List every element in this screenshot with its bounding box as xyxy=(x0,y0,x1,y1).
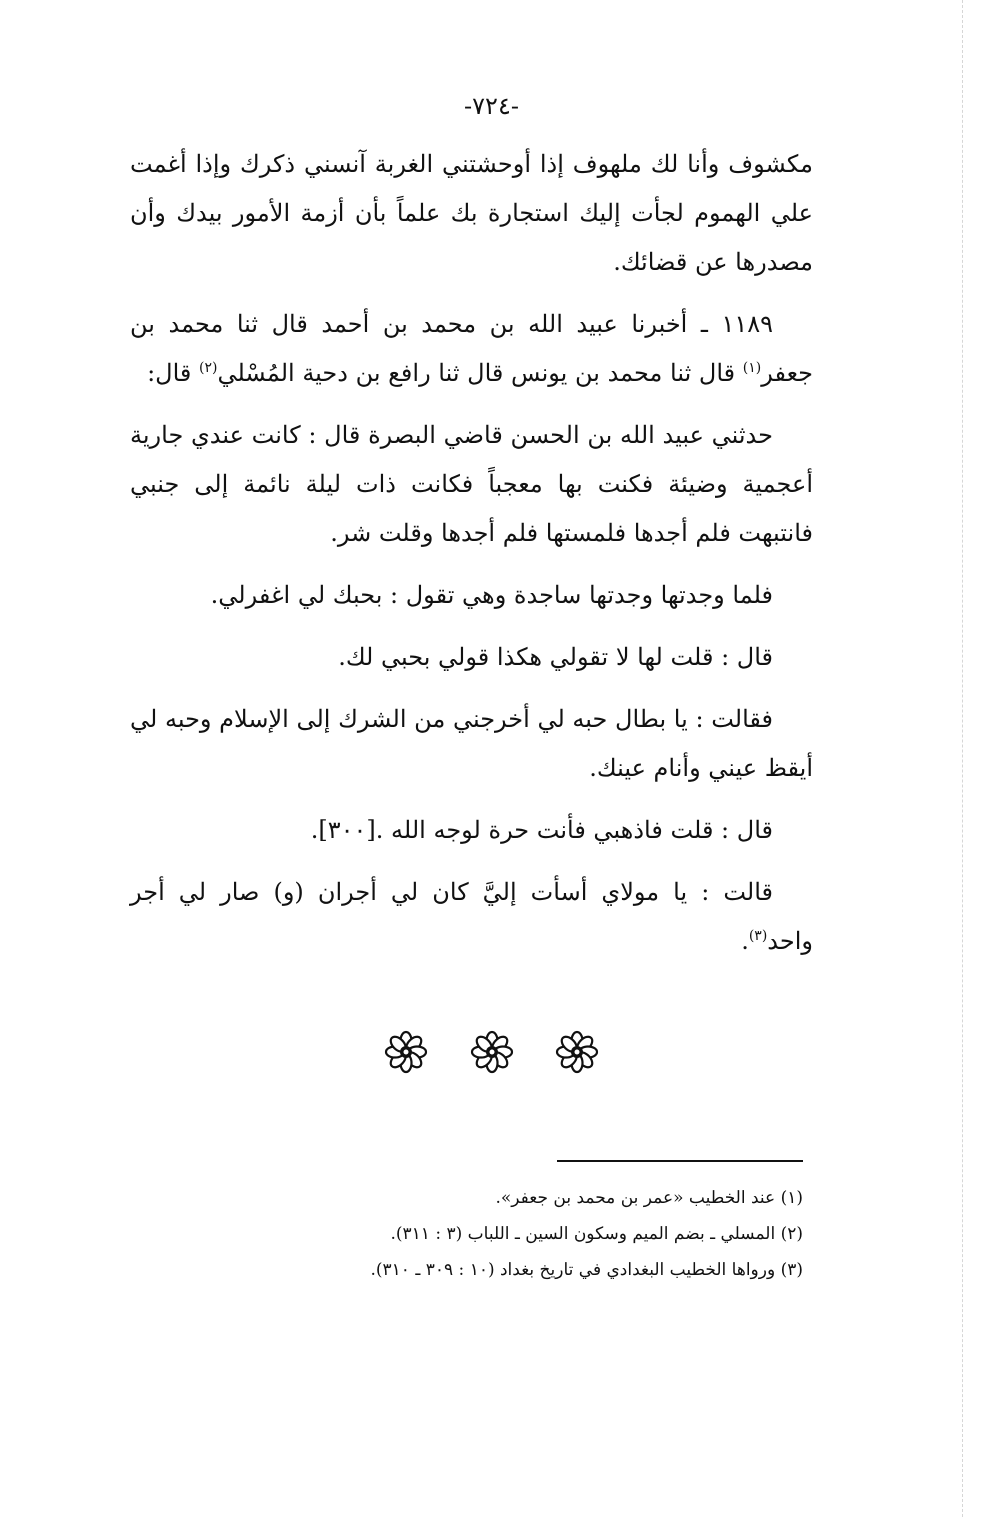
paragraph-8-end: . xyxy=(741,927,749,955)
paragraph-1: مكشوف وأنا لك ملهوف إذا أوحشتني الغربة آنسني ذكرك وإذا أغمت علي الهموم لجأت إليك استجارة بك علماً بأن أزمة الأمور بيدك وأن مصدرها عن قضائك. xyxy=(130,150,813,276)
paragraph-8 xyxy=(130,868,813,966)
page-edge-gutter xyxy=(962,0,963,1517)
footnote-3: (٣) ورواها الخطيب البغدادي في تاريخ بغداد (١٠ : ٣٠٩ ـ ٣١٠). xyxy=(370,1260,803,1280)
paragraph-3: حدثني عبيد الله بن الحسن قاضي البصرة قال : كانت عندي جارية أعجمية وضيئة فكنت بها معجباً فكانت ذات ليلة نائمة إلى جنبي فانتبهت فلم أجدها فلمستها فلم أجدها وقلت شر. xyxy=(130,421,813,547)
paragraph-2-start: ١١٨٩ ـ أخبرنا عبيد الله بن محمد بن أحمد قال ثنا محمد بن جعفر xyxy=(130,310,813,387)
flower-ornament-icon xyxy=(555,1030,599,1074)
footnote-separator xyxy=(557,1160,803,1162)
paragraph-2-middle: قال ثنا محمد بن يونس قال ثنا رافع بن دحية المُسْلي xyxy=(217,359,743,387)
paragraph-7: قال : قلت فاذهبي فأنت حرة لوجه الله .[٣٠٠]. xyxy=(310,816,773,844)
footnote-mark-1[interactable]: (١) xyxy=(742,360,762,376)
footnote-mark-2[interactable]: (٢) xyxy=(199,360,218,376)
paragraph-6: فقالت : يا بطال حبه لي أخرجني من الشرك إلى الإسلام وحبه لي أيقظ عيني وأنام عينك. xyxy=(130,705,813,782)
footnote-2: (٢) المسلي ـ بضم الميم وسكون السين ـ اللباب (٣ : ٣١١). xyxy=(390,1224,803,1244)
flower-ornament-icon xyxy=(470,1030,514,1074)
main-text xyxy=(130,140,813,979)
flower-ornament-icon xyxy=(384,1030,428,1074)
paragraph-5: قال : قلت لها لا تقولي هكذا قولي بحبي لك. xyxy=(338,643,773,671)
footnotes xyxy=(200,1180,803,1288)
paragraph-2-end: قال: xyxy=(147,359,199,387)
paragraph-2 xyxy=(130,300,813,398)
paragraph-4: فلما وجدتها وجدتها ساجدة وهي تقول : بحبك لي اغفرلي. xyxy=(210,581,773,609)
paragraph-8-start: قالت : يا مولاي أسأت إليَّ كان لي أجران (و) صار لي أجر واحد xyxy=(130,878,813,955)
page-number: -٧٢٤- xyxy=(464,92,519,120)
footnote-1: (١) عند الخطيب «عمر بن محمد بن جعفر». xyxy=(495,1188,803,1208)
section-ornaments xyxy=(0,1030,983,1074)
footnote-mark-3[interactable]: (٣) xyxy=(748,928,768,944)
